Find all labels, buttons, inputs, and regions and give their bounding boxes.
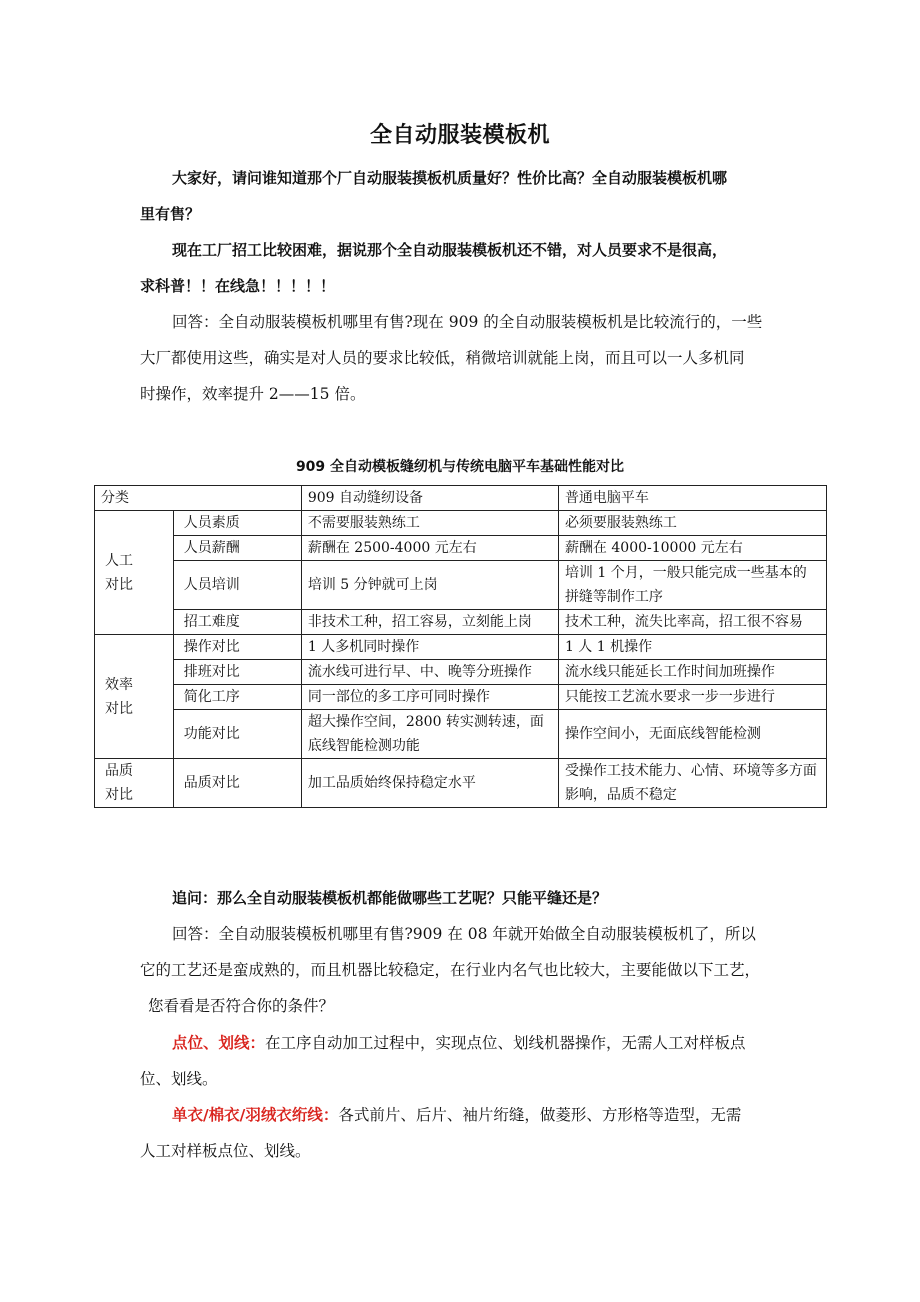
row-normal-value: 培训 1 个月，一般只能完成一些基本的拼缝等制作工序 bbox=[558, 561, 826, 610]
answer-1-line-2: 大厂都使用这些，确实是对人员的要求比较低，稍微培训就能上岗，而且可以一人多机同 bbox=[140, 349, 745, 367]
table-row bbox=[95, 536, 827, 561]
table-row bbox=[95, 561, 827, 610]
feature-paragraph-2 bbox=[140, 1097, 785, 1169]
row-normal-value: 流水线只能延长工作时间加班操作 bbox=[558, 660, 826, 685]
row-normal-value: 操作空间小，无面底线智能检测 bbox=[558, 710, 826, 759]
row-909-value: 薪酬在 2500-4000 元左右 bbox=[301, 536, 558, 561]
feature-2-text: 各式前片、后片、袖片绗缝，做菱形、方形格等造型，无需 bbox=[338, 1106, 742, 1124]
row-909-value: 不需要服装熟练工 bbox=[301, 511, 558, 536]
question-2-line-1: 现在工厂招工比较困难，据说那个全自动服装模板机还不错，对人员要求不是很高， bbox=[172, 241, 728, 259]
row-normal-value: 受操作工技术能力、心情、环境等多方面影响，品质不稳定 bbox=[558, 759, 826, 808]
header-909: 909 自动缝纫设备 bbox=[301, 486, 558, 511]
row-normal-value: 技术工种，流失比率高，招工很不容易 bbox=[558, 610, 826, 635]
row-item: 品质对比 bbox=[173, 759, 301, 808]
table-row bbox=[95, 511, 827, 536]
row-normal-value: 只能按工艺流水要求一步一步进行 bbox=[558, 685, 826, 710]
group-efficiency: 效率对比 bbox=[95, 635, 174, 759]
table-row bbox=[95, 710, 827, 759]
feature-2-label: 单衣/棉衣/羽绒衣绗线： bbox=[172, 1106, 339, 1124]
row-909-value: 同一部位的多工序可同时操作 bbox=[301, 685, 558, 710]
table-caption: 909 全自动模板缝纫机与传统电脑平车基础性能对比 bbox=[295, 459, 625, 475]
answer-2-line-1: 回答：全自动服装模板机哪里有售?909 在 08 年就开始做全自动服装模板机了，所以 bbox=[172, 925, 756, 943]
row-item: 人员培训 bbox=[173, 561, 301, 610]
row-item: 功能对比 bbox=[173, 710, 301, 759]
row-item: 人员素质 bbox=[173, 511, 301, 536]
answer-paragraph-1 bbox=[140, 304, 785, 412]
header-normal: 普通电脑平车 bbox=[558, 486, 826, 511]
followup-question bbox=[140, 880, 785, 916]
page-title: 全自动服装模板机 bbox=[369, 123, 550, 148]
row-909-value: 1 人多机同时操作 bbox=[301, 635, 558, 660]
table-header-row bbox=[95, 486, 827, 511]
row-909-value: 培训 5 分钟就可上岗 bbox=[301, 561, 558, 610]
row-normal-value: 1 人 1 机操作 bbox=[558, 635, 826, 660]
question-1-line-2: 里有售？ bbox=[140, 205, 201, 223]
table-row bbox=[95, 759, 827, 808]
row-item: 招工难度 bbox=[173, 610, 301, 635]
row-item: 排班对比 bbox=[173, 660, 301, 685]
comparison-table bbox=[94, 485, 827, 808]
followup-text: 追问：那么全自动服装模板机都能做哪些工艺呢？只能平缝还是？ bbox=[172, 889, 608, 907]
row-normal-value: 必须要服装熟练工 bbox=[558, 511, 826, 536]
feature-1-line-2: 位、划线。 bbox=[140, 1070, 218, 1088]
feature-1-label: 点位、划线： bbox=[172, 1034, 266, 1052]
answer-2-line-2: 它的工艺还是蛮成熟的，而且机器比较稳定，在行业内名气也比较大，主要能做以下工艺， bbox=[140, 961, 761, 979]
answer-2-line-3: 您看看是否符合你的条件？ bbox=[148, 997, 335, 1015]
row-item: 简化工序 bbox=[173, 685, 301, 710]
table-row bbox=[95, 685, 827, 710]
row-909-value: 超大操作空间，2800 转实测转速，面底线智能检测功能 bbox=[301, 710, 558, 759]
answer-1-line-1: 回答：全自动服装模板机哪里有售?现在 909 的全自动服装模板机是比较流行的，一些 bbox=[172, 313, 763, 331]
question-1-line-1: 大家好，请问谁知道那个厂自动服装摸板机质量好？性价比高？全自动服装模板机哪 bbox=[172, 169, 728, 187]
row-909-value: 流水线可进行早、中、晚等分班操作 bbox=[301, 660, 558, 685]
answer-paragraph-2 bbox=[140, 916, 785, 1024]
feature-paragraph-1 bbox=[140, 1025, 785, 1097]
row-909-value: 加工品质始终保持稳定水平 bbox=[301, 759, 558, 808]
header-category: 分类 bbox=[95, 486, 302, 511]
feature-1-text: 在工序自动加工过程中，实现点位、划线机器操作，无需人工对样板点 bbox=[265, 1034, 746, 1052]
group-quality: 品质对比 bbox=[95, 759, 174, 808]
row-item: 人员薪酬 bbox=[173, 536, 301, 561]
row-909-value: 非技术工种，招工容易，立刻能上岗 bbox=[301, 610, 558, 635]
table-row bbox=[95, 660, 827, 685]
table-row bbox=[95, 635, 827, 660]
answer-1-line-3: 时操作，效率提升 2——15 倍。 bbox=[140, 385, 366, 403]
row-item: 操作对比 bbox=[173, 635, 301, 660]
feature-2-line-2: 人工对样板点位、划线。 bbox=[140, 1142, 311, 1160]
question-2-line-2: 求科普！！在线急！！！！！ bbox=[140, 277, 336, 295]
question-paragraph-1 bbox=[140, 160, 785, 232]
row-normal-value: 薪酬在 4000-10000 元左右 bbox=[558, 536, 826, 561]
group-labor: 人工对比 bbox=[95, 511, 174, 635]
table-row bbox=[95, 610, 827, 635]
question-paragraph-2 bbox=[140, 232, 785, 304]
